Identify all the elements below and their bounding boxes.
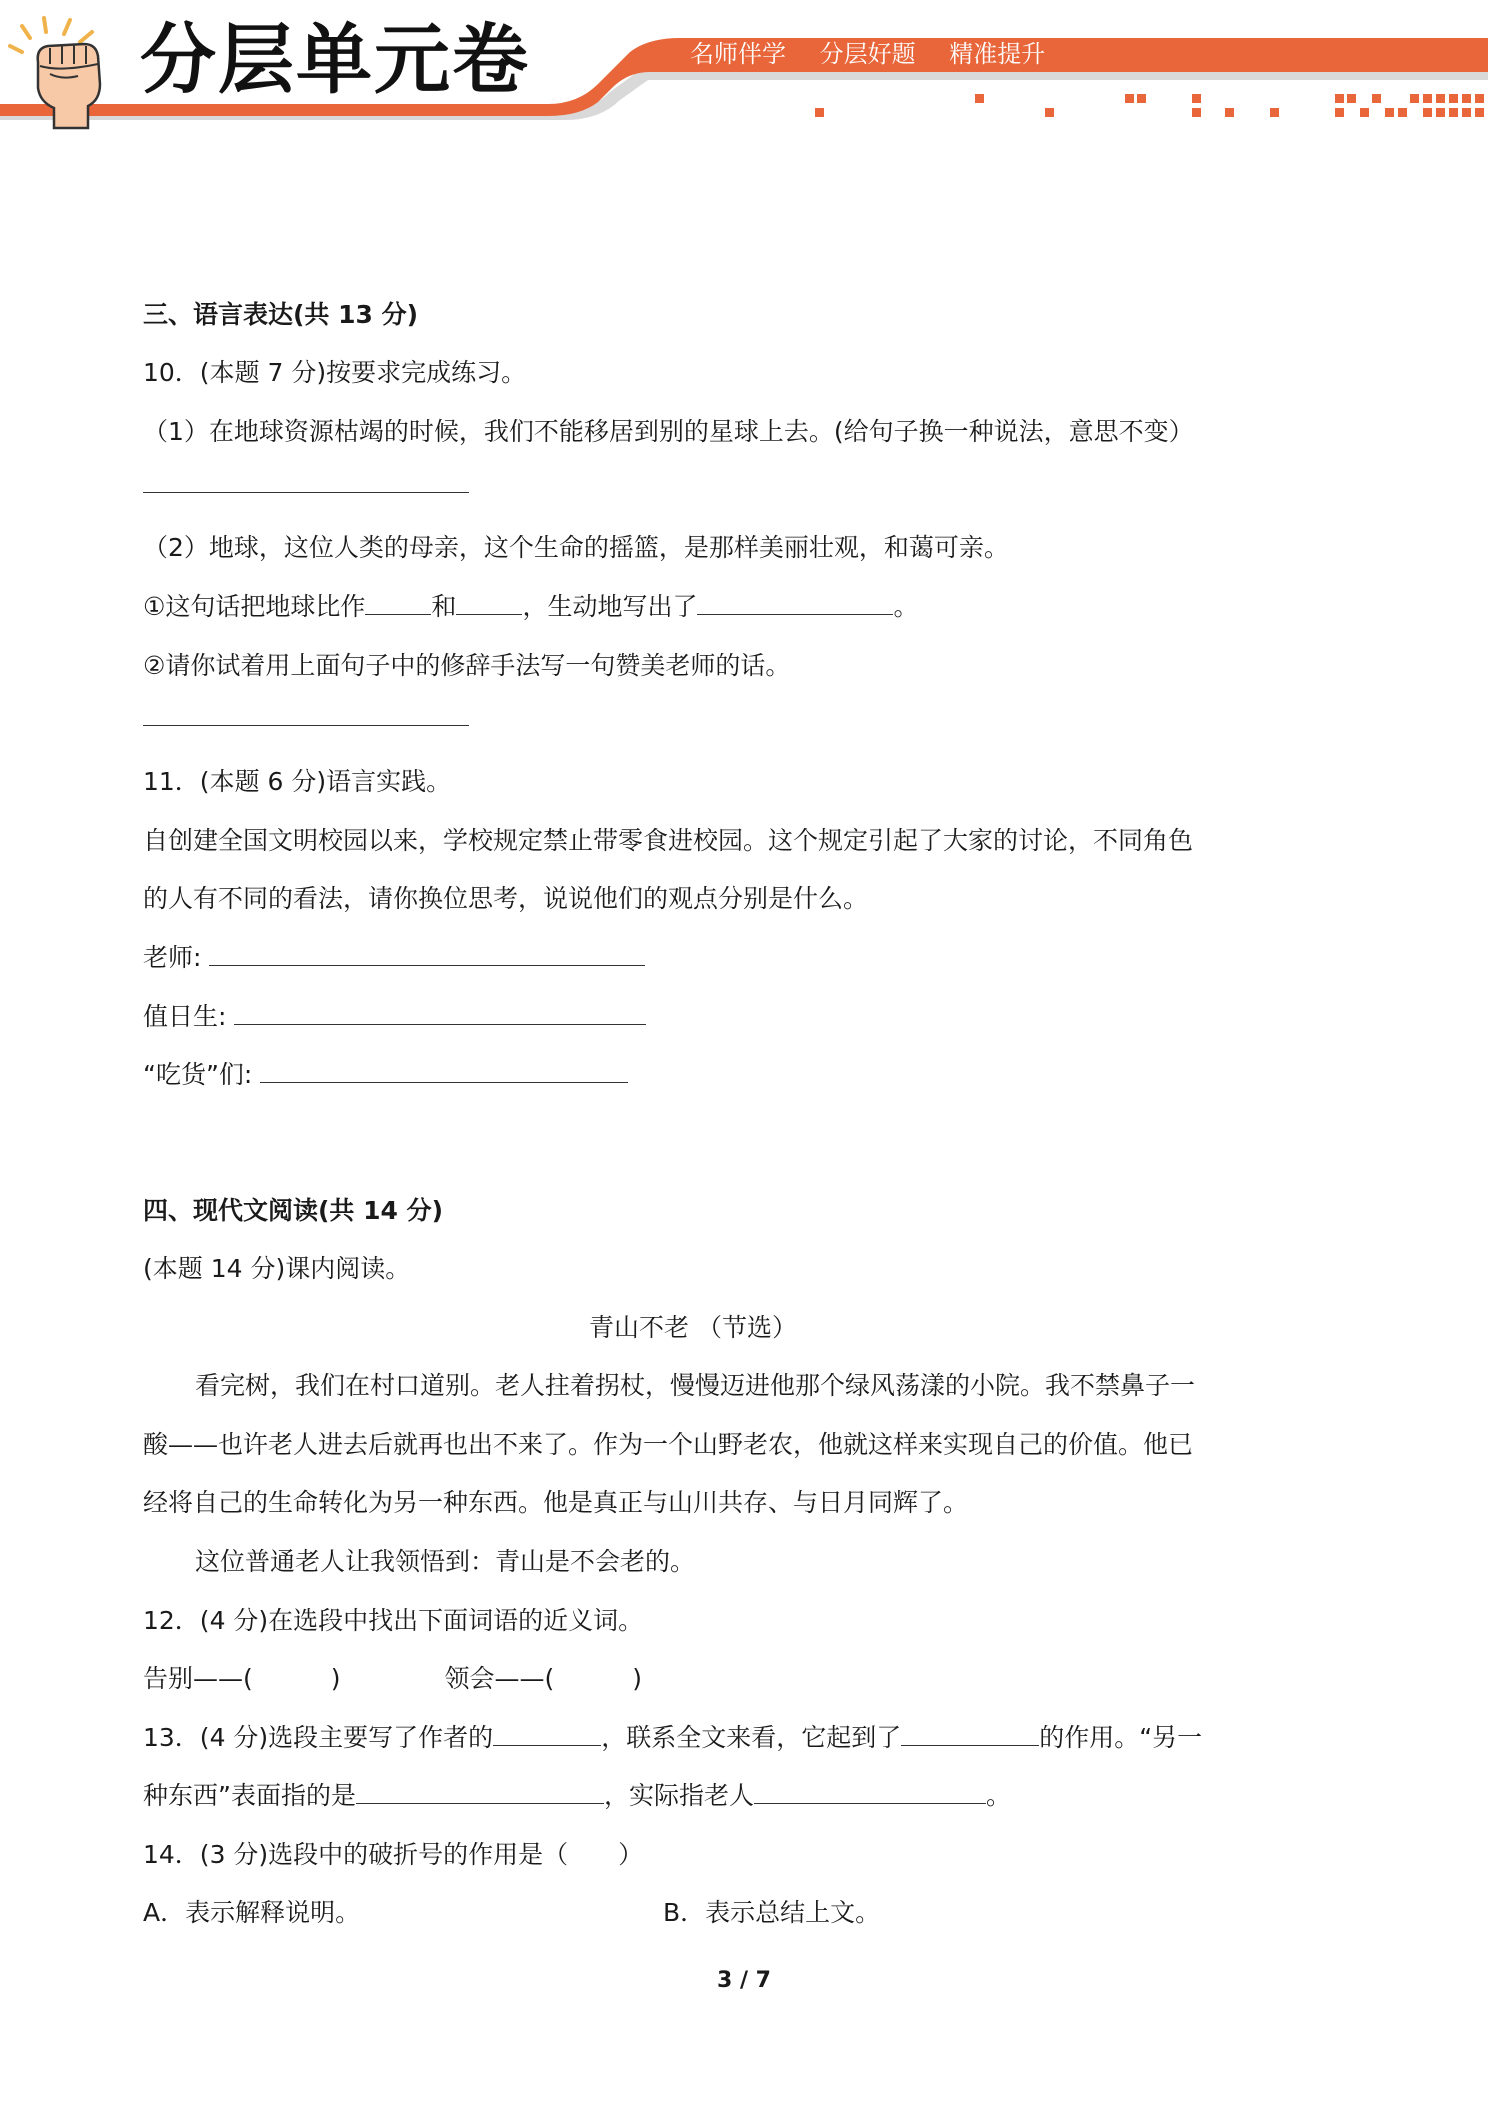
- blank-q13-4[interactable]: [754, 1781, 986, 1804]
- question-10-2b: ②请你试着用上面句子中的修辞手法写一句赞美老师的话。: [143, 651, 791, 680]
- passage-line-2: 酸——也许老人进去后就再也出不来了。作为一个山野老农，他就这样来实现自己的价值。他已: [143, 1430, 1194, 1459]
- passage-line-4: 这位普通老人让我领悟到：青山是不会老的。: [195, 1547, 696, 1576]
- passage-title: 青山不老 （节选）: [589, 1313, 797, 1342]
- q13-text-2: ，联系全文来看，它起到了: [601, 1723, 902, 1752]
- question-10: 10．(本题 7 分)按要求完成练习。: [143, 358, 527, 387]
- blank-q13-3[interactable]: [356, 1781, 604, 1804]
- page-header: [0, 0, 1488, 130]
- pixel-decoration: [815, 94, 1484, 117]
- slogan-3: 精准提升: [949, 40, 1046, 68]
- answer-line-10-1[interactable]: [143, 470, 469, 500]
- question-10-1: （1）在地球资源枯竭的时候，我们不能移居到别的星球上去。(给句子换一种说法，意思不变）: [143, 417, 1194, 446]
- blank-metaphor-1[interactable]: [365, 592, 431, 615]
- teacher-label: 老师:: [143, 943, 202, 972]
- option-b[interactable]: B．表示总结上文。: [663, 1898, 881, 1927]
- page-number: 3 / 7: [717, 1968, 771, 1993]
- blank-q13-2[interactable]: [901, 1723, 1039, 1746]
- question-14: 14．(3 分)选段中的破折号的作用是（ ）: [143, 1840, 644, 1869]
- q13-text-4: 种东西”表面指的是: [143, 1781, 356, 1810]
- monitor-label: 值日生:: [143, 1002, 227, 1031]
- q10-2a-text: ①这句话把地球比作: [143, 592, 366, 621]
- question-10-2: （2）地球，这位人类的母亲，这个生命的摇篮，是那样美丽壮观，和蔼可亲。: [143, 533, 1009, 562]
- question-12-items: [143, 1664, 642, 1694]
- section-3-title: 三、语言表达(共 13 分): [143, 300, 419, 329]
- blank-metaphor-2[interactable]: [456, 592, 522, 615]
- q13-text-3: 的作用。“另一: [1039, 1723, 1203, 1752]
- monitor-view: [143, 1002, 646, 1032]
- section-4-intro: (本题 14 分)课内阅读。: [143, 1254, 411, 1283]
- blank-foodie[interactable]: [260, 1060, 628, 1083]
- foodie-label: “吃货”们:: [143, 1060, 253, 1089]
- q12-close-a: ): [330, 1664, 341, 1693]
- brand-title: 分层单元卷: [140, 15, 530, 104]
- header-slogans: [690, 42, 1071, 66]
- passage-line-3: 经将自己的生命转化为另一种东西。他是真正与山川共存、与日月同辉了。: [143, 1488, 969, 1517]
- blank-description[interactable]: [697, 592, 893, 615]
- blank-teacher[interactable]: [209, 943, 645, 966]
- q12-item-a: 告别——(: [143, 1664, 253, 1693]
- section-4-title: 四、现代文阅读(共 14 分): [143, 1196, 444, 1225]
- question-13-line-2: [143, 1781, 1011, 1811]
- q10-2a-and: 和: [431, 592, 457, 621]
- answer-line-10-2b[interactable]: [143, 703, 469, 733]
- blank-q13-1[interactable]: [493, 1723, 601, 1746]
- q13-text-6: 。: [985, 1781, 1011, 1810]
- slogan-1: 名师伴学: [690, 40, 786, 68]
- blank-monitor[interactable]: [234, 1002, 646, 1025]
- q12-close-b: ): [632, 1664, 643, 1693]
- slogan-2: 分层好题: [819, 40, 916, 68]
- question-12: 12．(4 分)在选段中找出下面词语的近义词。: [143, 1606, 644, 1635]
- question-10-2a: [143, 592, 918, 622]
- teacher-view: [143, 943, 645, 973]
- q10-2a-end: 。: [893, 592, 919, 621]
- foodie-view: [143, 1060, 628, 1090]
- option-a[interactable]: A．表示解释说明。: [143, 1898, 361, 1927]
- q10-2a-text2: ，生动地写出了: [522, 592, 698, 621]
- question-13-line-1: [143, 1723, 1202, 1753]
- question-11-text-1: 自创建全国文明校园以来，学校规定禁止带零食进校园。这个规定引起了大家的讨论，不同角色: [143, 826, 1194, 855]
- question-11: 11．(本题 6 分)语言实践。: [143, 767, 452, 796]
- passage-line-1: 看完树，我们在村口道别。老人拄着拐杖，慢慢迈进他那个绿风荡漾的小院。我不禁鼻子一: [195, 1371, 1196, 1400]
- question-11-text-2: 的人有不同的看法，请你换位思考，说说他们的观点分别是什么。: [143, 884, 869, 913]
- q13-text-1: 13．(4 分)选段主要写了作者的: [143, 1723, 494, 1752]
- q12-item-b: 领会——(: [444, 1664, 555, 1693]
- q13-text-5: ，实际指老人: [603, 1781, 754, 1810]
